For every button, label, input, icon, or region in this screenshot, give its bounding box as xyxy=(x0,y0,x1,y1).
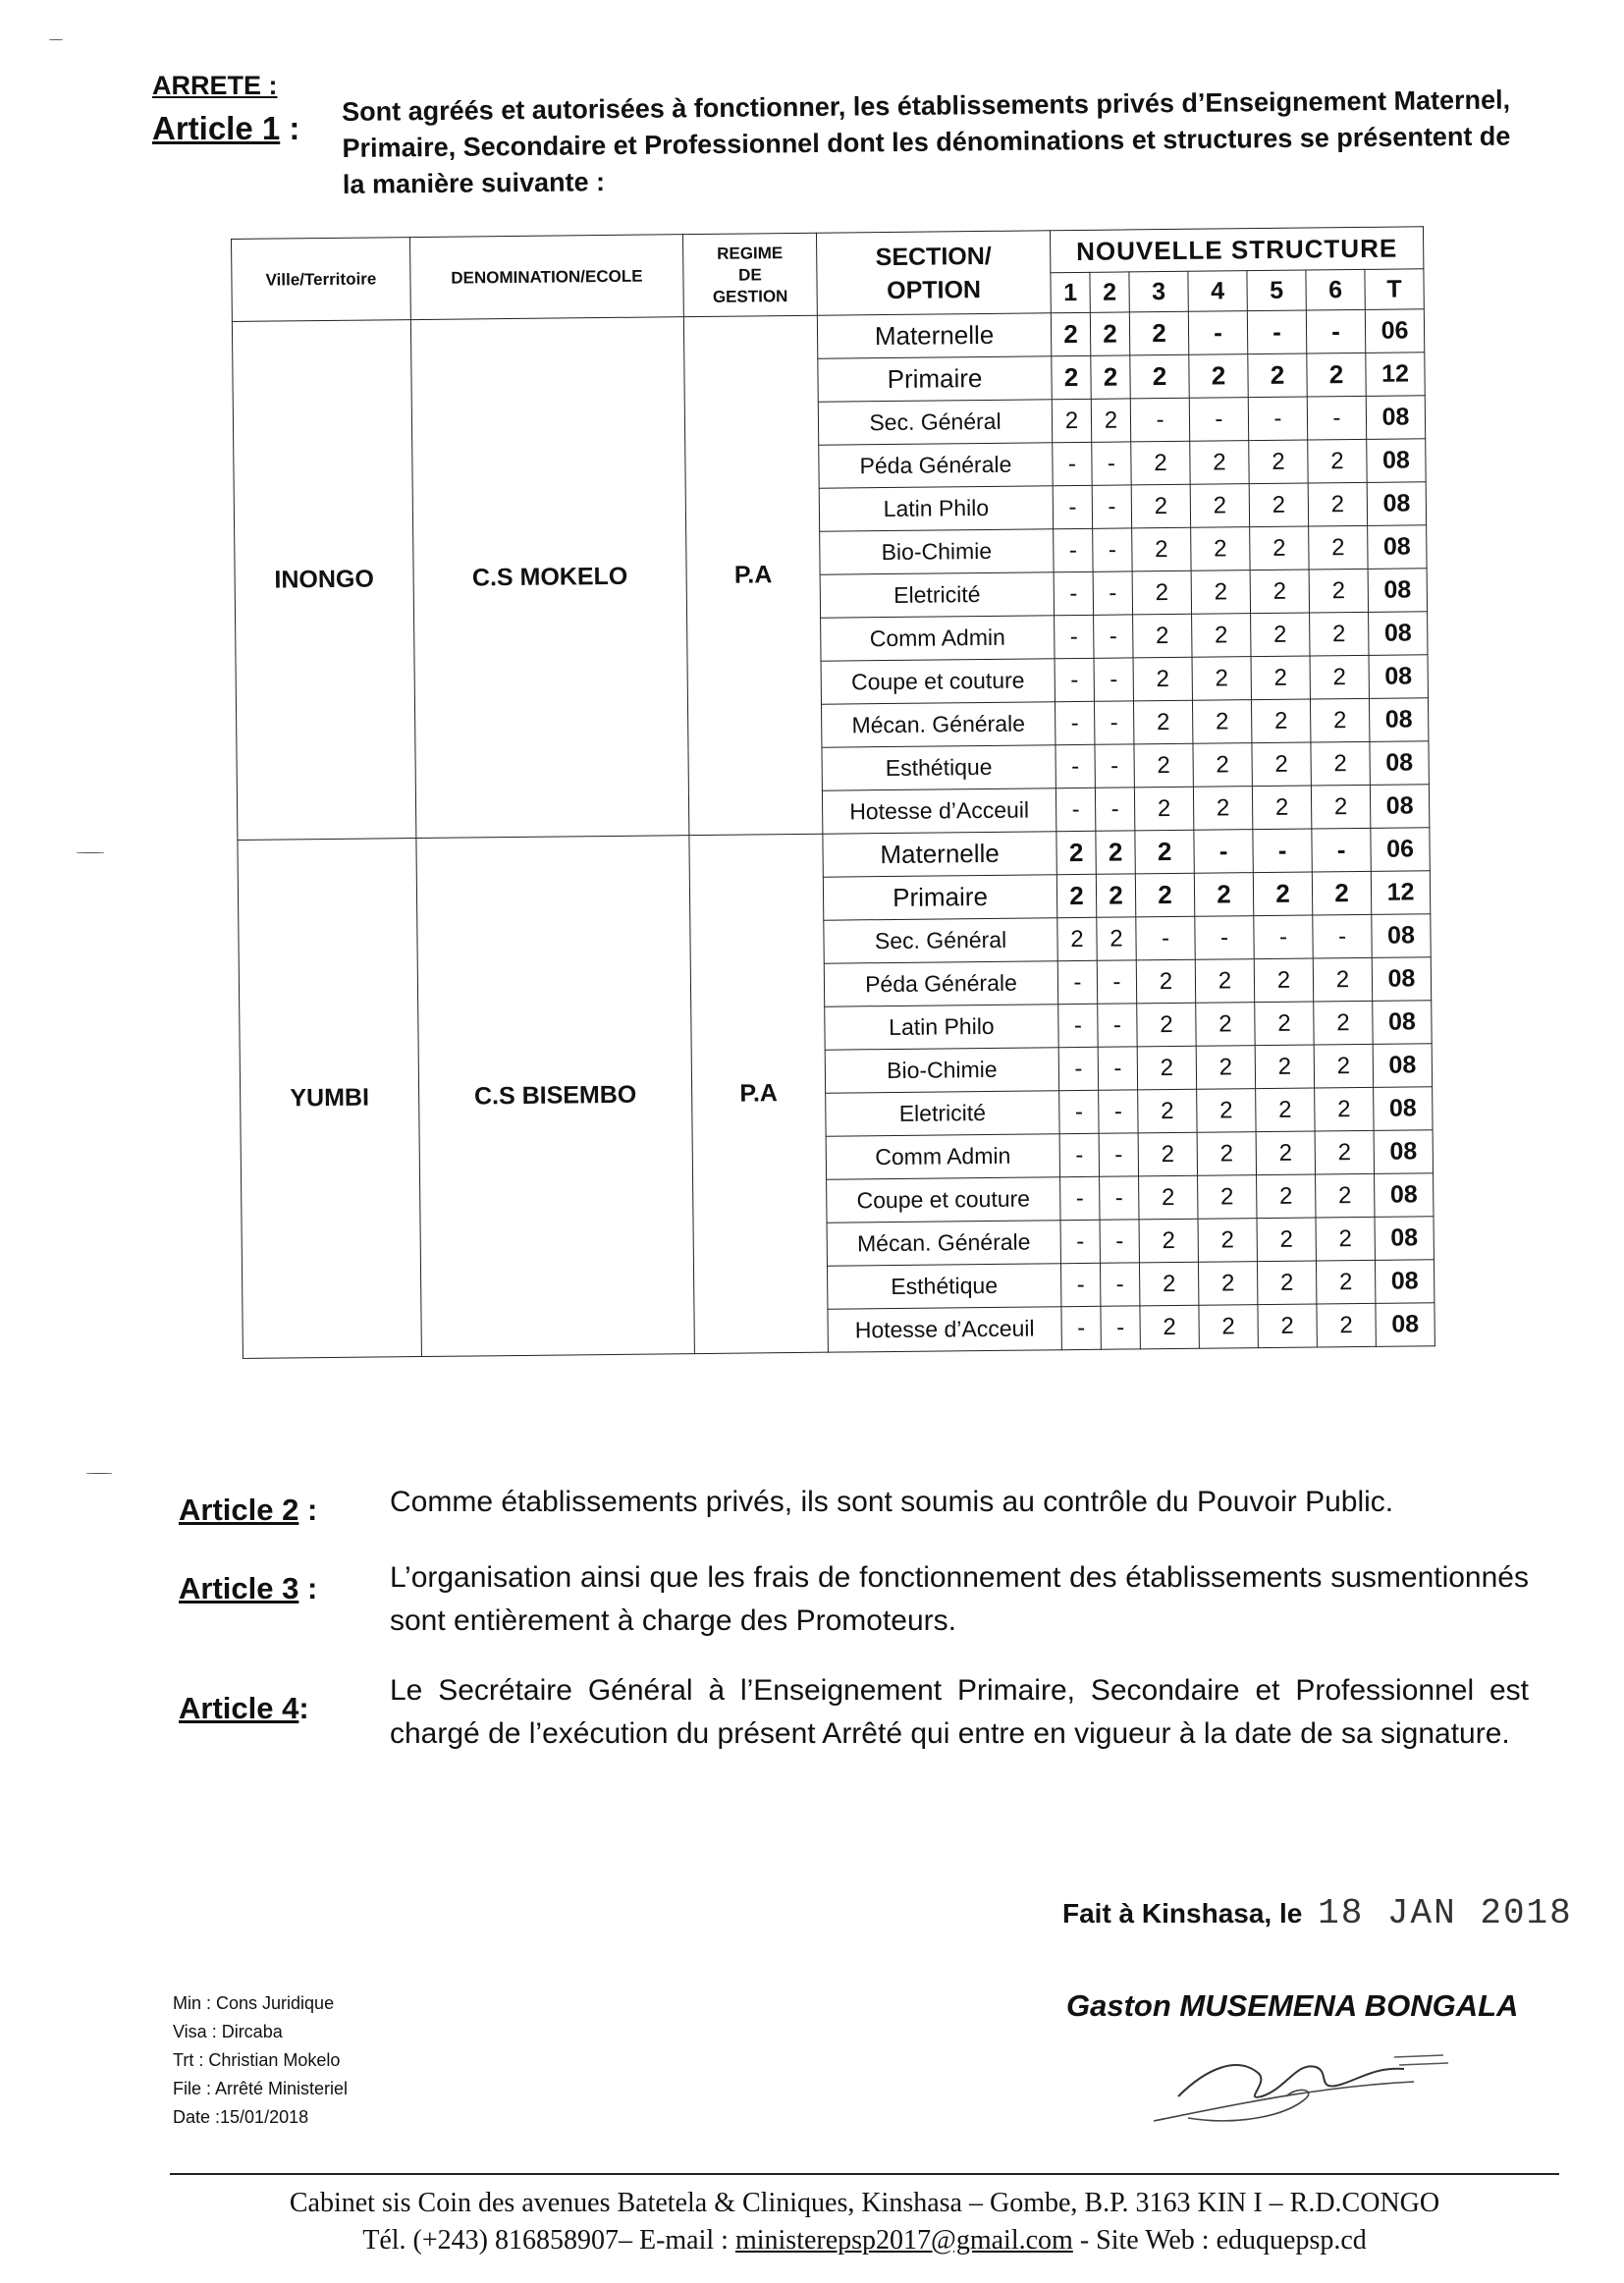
total-cell: 08 xyxy=(1373,1001,1432,1045)
header-nouvelle-structure: NOUVELLE STRUCTURE xyxy=(1050,227,1423,273)
section-option-cell: Esthétique xyxy=(822,745,1056,790)
year-2-cell: - xyxy=(1098,1047,1137,1090)
date-stamp: 18 JAN 2018 xyxy=(1318,1893,1573,1933)
handwritten-signature xyxy=(1149,2028,1473,2136)
year-1-cell: - xyxy=(1060,1220,1100,1263)
section-option-cell: Latin Philo xyxy=(819,486,1053,531)
year-5-cell: - xyxy=(1253,829,1312,873)
year-5-cell: 2 xyxy=(1249,440,1308,484)
article-1-separator: : xyxy=(280,110,300,146)
year-4-cell: 2 xyxy=(1199,1305,1258,1349)
footer-website: - Site Web : eduquepsp.cd xyxy=(1072,2225,1367,2256)
year-1-cell: 2 xyxy=(1056,831,1096,874)
year-2-cell: - xyxy=(1092,442,1131,485)
scan-mark xyxy=(49,39,63,40)
article-4-separator: : xyxy=(298,1691,309,1725)
year-3-cell: 2 xyxy=(1129,311,1188,355)
total-cell: 08 xyxy=(1367,482,1426,526)
year-2-cell: - xyxy=(1100,1176,1139,1220)
year-1-cell: 2 xyxy=(1052,399,1091,442)
article-3-label xyxy=(179,1571,317,1606)
footer-phone: Tél. (+243) 816858907– E-mail : xyxy=(362,2225,735,2256)
header-ville: Ville/Territoire xyxy=(232,238,411,322)
article-2-label xyxy=(179,1493,317,1528)
meta-line: Date :15/01/2018 xyxy=(173,2107,309,2127)
total-cell: 08 xyxy=(1375,1260,1434,1304)
scan-mark xyxy=(86,1473,112,1474)
footer xyxy=(170,2185,1559,2259)
year-6-cell: 2 xyxy=(1312,871,1371,915)
year-1-cell: - xyxy=(1055,701,1094,744)
section-option-cell: Primaire xyxy=(818,356,1052,402)
year-2-cell: - xyxy=(1094,701,1133,744)
year-3-cell: 2 xyxy=(1139,1219,1198,1263)
article-4-label-text: Article 4 xyxy=(179,1691,299,1725)
year-1-cell: - xyxy=(1055,658,1094,701)
year-5-cell: 2 xyxy=(1255,1002,1314,1046)
year-2-cell: - xyxy=(1100,1220,1139,1263)
year-1-cell: - xyxy=(1061,1306,1101,1349)
year-6-cell: - xyxy=(1307,396,1366,440)
year-3-cell: 2 xyxy=(1131,484,1190,528)
ville-territoire-cell: INONGO xyxy=(232,320,416,841)
year-3-cell: - xyxy=(1130,398,1189,442)
year-5-cell: 2 xyxy=(1257,1261,1316,1305)
section-option-cell: Eletricité xyxy=(826,1091,1059,1136)
year-1-cell: - xyxy=(1054,571,1093,615)
scan-mark xyxy=(77,852,104,853)
year-4-cell: 2 xyxy=(1191,571,1250,615)
section-option-cell: Mécan. Générale xyxy=(827,1221,1060,1266)
year-5-cell: 2 xyxy=(1253,872,1312,916)
year-5-cell: 2 xyxy=(1254,958,1313,1003)
document-metadata xyxy=(173,1989,348,2132)
year-6-cell: - xyxy=(1312,828,1371,872)
year-4-cell: - xyxy=(1195,916,1254,960)
year-5-cell: 2 xyxy=(1257,1218,1316,1262)
year-6-cell: 2 xyxy=(1315,1087,1374,1131)
total-cell: 08 xyxy=(1375,1173,1434,1218)
footer-contact xyxy=(170,2222,1559,2259)
section-option-cell: Péda Générale xyxy=(819,443,1053,488)
year-1-cell: - xyxy=(1056,744,1095,788)
year-4-cell: 2 xyxy=(1193,743,1252,788)
year-5-cell: 2 xyxy=(1250,570,1309,614)
section-option-cell: Péda Générale xyxy=(824,961,1057,1006)
year-3-cell: 2 xyxy=(1133,657,1192,701)
year-4-cell: 2 xyxy=(1194,873,1253,917)
year-2-cell: 2 xyxy=(1096,874,1135,917)
section-option-cell: Comm Admin xyxy=(826,1134,1059,1179)
year-4-cell: 2 xyxy=(1193,787,1252,831)
year-6-cell: 2 xyxy=(1316,1217,1375,1261)
year-5-cell: 2 xyxy=(1250,526,1309,571)
year-1-cell: - xyxy=(1053,485,1092,528)
year-2-cell: - xyxy=(1097,960,1136,1004)
regime-cell: P.A xyxy=(683,315,823,835)
year-2-cell: - xyxy=(1094,615,1133,658)
meta-line: Visa : Dircaba xyxy=(173,2022,283,2041)
year-6-cell: 2 xyxy=(1307,353,1366,397)
year-6-cell: - xyxy=(1306,309,1365,353)
year-1-cell: - xyxy=(1060,1263,1100,1306)
total-cell: 08 xyxy=(1368,569,1427,613)
year-6-cell: 2 xyxy=(1308,482,1367,526)
footer-address: Cabinet sis Coin des avenues Batetela & Cliniques, Kinshasa – Gombe, B.P. 3163 KIN I – R.D.CONGO xyxy=(289,2188,1440,2218)
year-1-cell: - xyxy=(1058,1004,1098,1047)
article-3-label-text: Article 3 xyxy=(179,1571,299,1605)
year-6-cell: 2 xyxy=(1309,525,1368,570)
year-4-cell: 2 xyxy=(1189,354,1248,399)
year-2-cell: - xyxy=(1094,658,1133,701)
total-cell: 08 xyxy=(1369,612,1428,656)
year-2-cell: - xyxy=(1098,1004,1137,1047)
year-2-cell: 2 xyxy=(1096,831,1135,874)
total-cell: 08 xyxy=(1372,914,1431,958)
year-5-cell: - xyxy=(1254,915,1313,959)
section-option-cell: Bio-Chimie xyxy=(820,529,1054,574)
header-col-1: 1 xyxy=(1051,272,1090,312)
year-2-cell: 2 xyxy=(1091,355,1130,399)
section-option-cell: Bio-Chimie xyxy=(825,1048,1058,1093)
header-section-line1: SECTION/ xyxy=(875,242,992,271)
fait-a-label: Fait à Kinshasa, le xyxy=(1062,1898,1303,1929)
header-regime-line3: GESTION xyxy=(712,286,788,306)
year-2-cell: - xyxy=(1099,1090,1138,1133)
year-5-cell: - xyxy=(1247,310,1306,354)
year-5-cell: 2 xyxy=(1258,1304,1317,1348)
year-3-cell: 2 xyxy=(1137,1003,1196,1047)
header-regime-line2: DE xyxy=(737,264,762,285)
year-6-cell: 2 xyxy=(1310,612,1369,656)
year-5-cell: 2 xyxy=(1256,1088,1315,1132)
section-option-cell: Hotesse d’Acceuil xyxy=(822,788,1056,834)
section-option-cell: Sec. Général xyxy=(824,918,1057,963)
section-option-cell: Latin Philo xyxy=(825,1005,1058,1050)
article-2-separator: : xyxy=(298,1493,318,1527)
fait-a-kinshasa xyxy=(1062,1893,1573,1933)
total-cell: 12 xyxy=(1371,871,1430,915)
section-option-cell: Esthétique xyxy=(827,1264,1060,1309)
year-3-cell: 2 xyxy=(1131,441,1190,485)
year-1-cell: - xyxy=(1059,1090,1099,1133)
year-6-cell: 2 xyxy=(1311,741,1370,786)
header-col-total: T xyxy=(1365,269,1424,310)
header-regime xyxy=(682,233,817,316)
year-4-cell: 2 xyxy=(1198,1262,1257,1306)
year-4-cell: 2 xyxy=(1197,1089,1256,1133)
year-4-cell: 2 xyxy=(1192,657,1251,701)
ville-territoire-cell: YUMBI xyxy=(238,839,422,1359)
article-4-text: Le Secrétaire Général à l’Enseignement Primaire, Secondaire et Professionnel est chargé de l’exécution du présent Arrêté qui entre en vigueur à la date de sa signature. xyxy=(390,1674,1529,1750)
year-2-cell: - xyxy=(1093,571,1132,615)
year-4-cell: - xyxy=(1189,398,1248,442)
total-cell: 06 xyxy=(1371,828,1430,872)
year-6-cell: 2 xyxy=(1310,655,1369,699)
year-3-cell: 2 xyxy=(1132,571,1191,615)
arrete-heading: ARRETE : xyxy=(152,71,278,100)
year-3-cell: 2 xyxy=(1138,1089,1197,1133)
header-col-6: 6 xyxy=(1306,269,1365,310)
year-2-cell: - xyxy=(1095,788,1134,831)
footer-divider xyxy=(170,2173,1559,2175)
year-5-cell: - xyxy=(1248,397,1307,441)
year-3-cell: 2 xyxy=(1140,1305,1199,1349)
header-col-5: 5 xyxy=(1247,270,1306,311)
total-cell: 08 xyxy=(1374,1130,1433,1174)
article-3-text: L’organisation ainsi que les frais de fonctionnement des établissements susmentionnés sont entièrement à charge des Promoteurs. xyxy=(390,1561,1529,1637)
article-2-label-text: Article 2 xyxy=(179,1493,299,1527)
year-6-cell: 2 xyxy=(1309,569,1368,613)
year-1-cell: - xyxy=(1053,442,1092,485)
year-1-cell: - xyxy=(1058,1047,1098,1090)
year-4-cell: - xyxy=(1194,830,1253,874)
year-4-cell: 2 xyxy=(1192,614,1251,658)
year-1-cell: 2 xyxy=(1057,917,1097,960)
total-cell: 08 xyxy=(1374,1087,1433,1131)
header-regime-line1: REGIME xyxy=(717,243,784,263)
year-6-cell: 2 xyxy=(1316,1173,1375,1218)
year-4-cell: 2 xyxy=(1198,1219,1257,1263)
year-2-cell: - xyxy=(1093,528,1132,571)
structure-table-body xyxy=(232,309,1435,1359)
year-5-cell: 2 xyxy=(1251,656,1310,700)
year-6-cell: 2 xyxy=(1308,439,1367,483)
section-option-cell: Maternelle xyxy=(817,313,1051,358)
header-section xyxy=(816,231,1051,315)
year-4-cell: 2 xyxy=(1196,1046,1255,1090)
year-6-cell: 2 xyxy=(1311,785,1370,829)
year-1-cell: 2 xyxy=(1052,355,1091,399)
year-3-cell: 2 xyxy=(1138,1132,1197,1176)
year-1-cell: - xyxy=(1055,615,1094,658)
year-2-cell: 2 xyxy=(1091,399,1130,442)
year-3-cell: 2 xyxy=(1135,873,1194,917)
total-cell: 08 xyxy=(1370,741,1429,786)
total-cell: 12 xyxy=(1366,353,1425,397)
total-cell: 06 xyxy=(1365,309,1424,353)
section-option-cell: Coupe et couture xyxy=(827,1177,1060,1223)
year-1-cell: - xyxy=(1054,528,1093,571)
section-option-cell: Mécan. Générale xyxy=(821,702,1055,747)
year-2-cell: - xyxy=(1100,1263,1139,1306)
meta-line: File : Arrêté Ministeriel xyxy=(173,2079,349,2098)
section-option-cell: Sec. Général xyxy=(818,400,1052,445)
section-option-cell: Comm Admin xyxy=(821,616,1055,661)
year-4-cell: 2 xyxy=(1190,441,1249,485)
year-2-cell: 2 xyxy=(1090,312,1129,355)
year-3-cell: 2 xyxy=(1130,354,1189,399)
year-3-cell: 2 xyxy=(1133,614,1192,658)
article-3-separator: : xyxy=(298,1571,318,1605)
regime-cell: P.A xyxy=(689,834,829,1353)
section-option-cell: Hotesse d’Acceuil xyxy=(828,1307,1061,1352)
year-4-cell: 2 xyxy=(1196,1003,1255,1047)
article-2-text: Comme établissements privés, ils sont soumis au contrôle du Pouvoir Public. xyxy=(390,1486,1394,1518)
year-3-cell: 2 xyxy=(1133,700,1192,744)
article-1-label xyxy=(152,110,299,147)
year-6-cell: 2 xyxy=(1317,1303,1376,1347)
article-1-text: Sont agréés et autorisées à fonctionner, les établissements privés d’Enseignement Maternel, Primaire, Secondaire et Professionnel dont les dénominations et structures se présentent de la manière suivante : xyxy=(342,84,1511,199)
year-4-cell: 2 xyxy=(1198,1175,1257,1220)
year-3-cell: 2 xyxy=(1134,787,1193,831)
year-6-cell: 2 xyxy=(1314,1044,1373,1088)
year-4-cell: 2 xyxy=(1195,959,1254,1004)
year-3-cell: - xyxy=(1136,916,1195,960)
year-4-cell: - xyxy=(1188,311,1247,355)
header-section-line2: OPTION xyxy=(887,275,982,304)
year-5-cell: 2 xyxy=(1252,786,1311,830)
year-4-cell: 2 xyxy=(1192,700,1251,744)
year-6-cell: 2 xyxy=(1315,1130,1374,1174)
denomination-cell: C.S BISEMBO xyxy=(416,836,695,1357)
section-option-cell: Eletricité xyxy=(820,572,1054,618)
year-2-cell: - xyxy=(1095,744,1134,788)
header-col-4: 4 xyxy=(1188,271,1247,312)
year-6-cell: 2 xyxy=(1310,698,1369,742)
year-1-cell: - xyxy=(1060,1176,1100,1220)
year-5-cell: 2 xyxy=(1257,1174,1316,1219)
year-6-cell: 2 xyxy=(1316,1260,1375,1304)
year-5-cell: 2 xyxy=(1248,353,1307,398)
year-3-cell: 2 xyxy=(1136,959,1195,1004)
total-cell: 08 xyxy=(1368,525,1427,570)
year-3-cell: 2 xyxy=(1132,527,1191,571)
article-4-label xyxy=(179,1691,309,1726)
year-3-cell: 2 xyxy=(1137,1046,1196,1090)
year-1-cell: - xyxy=(1057,960,1097,1004)
year-2-cell: - xyxy=(1099,1133,1138,1176)
footer-email-link[interactable]: ministerepsp2017@gmail.com xyxy=(734,2225,1073,2256)
year-6-cell: 2 xyxy=(1314,1001,1373,1045)
meta-line: Trt : Christian Mokelo xyxy=(173,2050,341,2070)
year-4-cell: 2 xyxy=(1190,484,1249,528)
year-2-cell: - xyxy=(1092,485,1131,528)
total-cell: 08 xyxy=(1366,396,1425,440)
year-1-cell: - xyxy=(1056,788,1095,831)
structure-table xyxy=(231,226,1435,1359)
total-cell: 08 xyxy=(1370,785,1429,829)
total-cell: 08 xyxy=(1369,655,1428,699)
meta-line: Min : Cons Juridique xyxy=(173,1993,335,2013)
denomination-cell: C.S MOKELO xyxy=(410,317,689,839)
year-3-cell: 2 xyxy=(1135,830,1194,874)
year-5-cell: 2 xyxy=(1249,483,1308,527)
year-6-cell: - xyxy=(1313,914,1372,958)
total-cell: 08 xyxy=(1376,1303,1435,1347)
article-1-label-text: Article 1 xyxy=(152,110,281,146)
header-denomination: DENOMINATION/ECOLE xyxy=(409,235,683,320)
total-cell: 08 xyxy=(1375,1217,1434,1261)
year-1-cell: 2 xyxy=(1051,312,1090,355)
total-cell: 08 xyxy=(1367,439,1426,483)
year-3-cell: 2 xyxy=(1139,1175,1198,1220)
header-col-2: 2 xyxy=(1090,272,1129,312)
total-cell: 08 xyxy=(1373,1044,1432,1088)
year-5-cell: 2 xyxy=(1251,613,1310,657)
year-2-cell: 2 xyxy=(1097,917,1136,960)
year-4-cell: 2 xyxy=(1197,1132,1256,1176)
year-5-cell: 2 xyxy=(1256,1131,1315,1175)
total-cell: 08 xyxy=(1369,698,1428,742)
section-option-cell: Coupe et couture xyxy=(821,659,1055,704)
year-3-cell: 2 xyxy=(1139,1262,1198,1306)
header-col-3: 3 xyxy=(1129,271,1188,312)
signatory-name: Gaston MUSEMENA BONGALA xyxy=(1066,1988,1519,2023)
structure-table-wrapper xyxy=(231,226,1435,1359)
year-3-cell: 2 xyxy=(1134,743,1193,788)
year-5-cell: 2 xyxy=(1251,699,1310,743)
year-1-cell: - xyxy=(1059,1133,1099,1176)
year-5-cell: 2 xyxy=(1252,742,1311,787)
year-1-cell: 2 xyxy=(1056,874,1096,917)
year-4-cell: 2 xyxy=(1191,527,1250,571)
year-2-cell: - xyxy=(1101,1306,1140,1349)
year-6-cell: 2 xyxy=(1313,957,1372,1002)
section-option-cell: Primaire xyxy=(823,875,1056,920)
section-option-cell: Maternelle xyxy=(823,832,1056,877)
year-5-cell: 2 xyxy=(1255,1045,1314,1089)
total-cell: 08 xyxy=(1372,957,1431,1002)
